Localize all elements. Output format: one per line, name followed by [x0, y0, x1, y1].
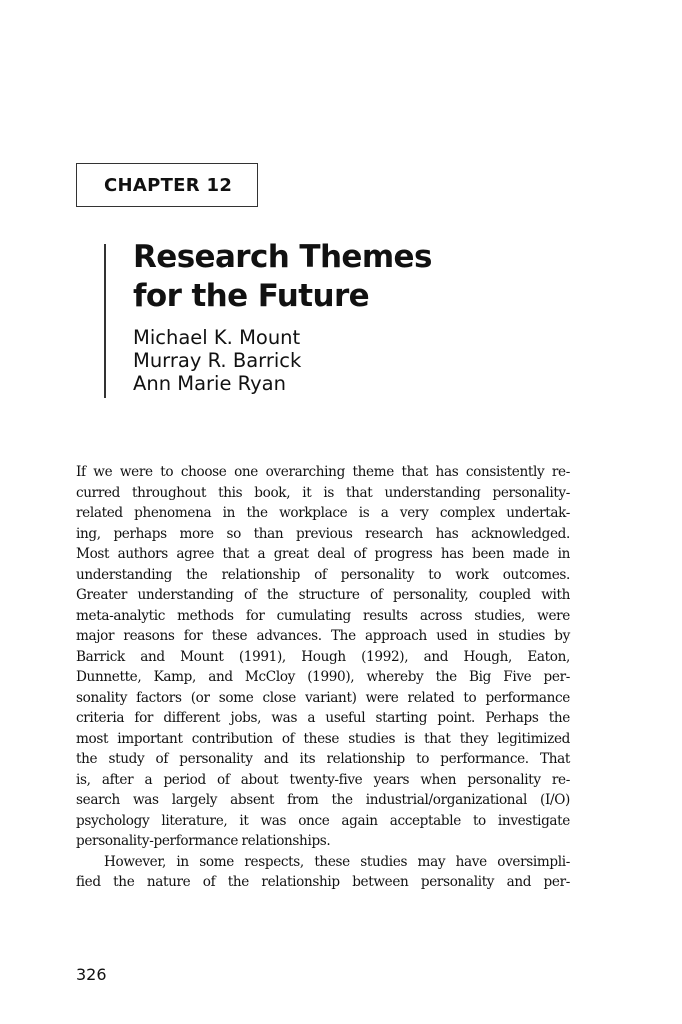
text-line: psychology literature, it was once again acceptable to investigate: [76, 812, 570, 829]
text-line: meta-analytic methods for cumulating results across studies, were: [76, 607, 570, 624]
text-line: related phenomena in the workplace is a very complex undertak-: [76, 505, 570, 521]
page-number: 326: [76, 965, 107, 984]
text-line: major reasons for these advances. The approach used in studies by: [76, 628, 570, 644]
text-line: the study of personality and its relationship to performance. That: [76, 751, 570, 767]
chapter-label: CHAPTER 12: [104, 174, 233, 196]
text-line: criteria for different jobs, was a useful starting point. Perhaps the: [76, 710, 570, 726]
text-line: Dunnette, Kamp, and McCloy (1990), whereby the Big Five per-: [76, 669, 570, 685]
text-line: Barrick and Mount (1991), Hough (1992), and Hough, Eaton,: [76, 648, 570, 665]
text-line: Most authors agree that a great deal of progress has been made in: [76, 546, 570, 562]
paragraph-2: [76, 852, 570, 893]
chapter-title-line-1: Research Themes: [133, 239, 432, 275]
author-name: Ann Marie Ryan: [133, 372, 286, 395]
text-line: sonality factors (or some close variant) were related to performance: [76, 689, 570, 706]
author-list: [133, 326, 432, 395]
chapter-box: [76, 163, 258, 207]
text-line: Greater understanding of the structure of personality, coupled with: [76, 587, 570, 603]
text-line: search was largely absent from the industrial/organizational (I/O): [76, 792, 570, 808]
text-line: is, after a period of about twenty-five years when personality re-: [76, 771, 570, 788]
text-line: If we were to choose one overarching theme that has consistently re-: [76, 464, 570, 480]
text-line: However, in some respects, these studies may have oversimpli-: [104, 853, 570, 870]
text-line: curred throughout this book, it is that understanding personality-: [76, 484, 570, 501]
title-rule: [104, 244, 106, 398]
chapter-title-line-2: for the Future: [133, 278, 370, 314]
text-line: fied the nature of the relationship between personality and per-: [76, 874, 570, 890]
author-name: Michael K. Mount: [133, 326, 301, 349]
text-line: understanding the relationship of personality to work outcomes.: [76, 566, 570, 583]
text-line: most important contribution of these studies is that they legitimized: [76, 730, 570, 747]
text-line: personality-performance relationships.: [76, 833, 331, 849]
author-name: Murray R. Barrick: [133, 349, 302, 372]
body-text: [76, 462, 570, 893]
paragraph-1: [76, 462, 570, 852]
title-block: [133, 238, 432, 395]
text-line: ing, perhaps more so than previous research has acknowledged.: [76, 525, 570, 542]
